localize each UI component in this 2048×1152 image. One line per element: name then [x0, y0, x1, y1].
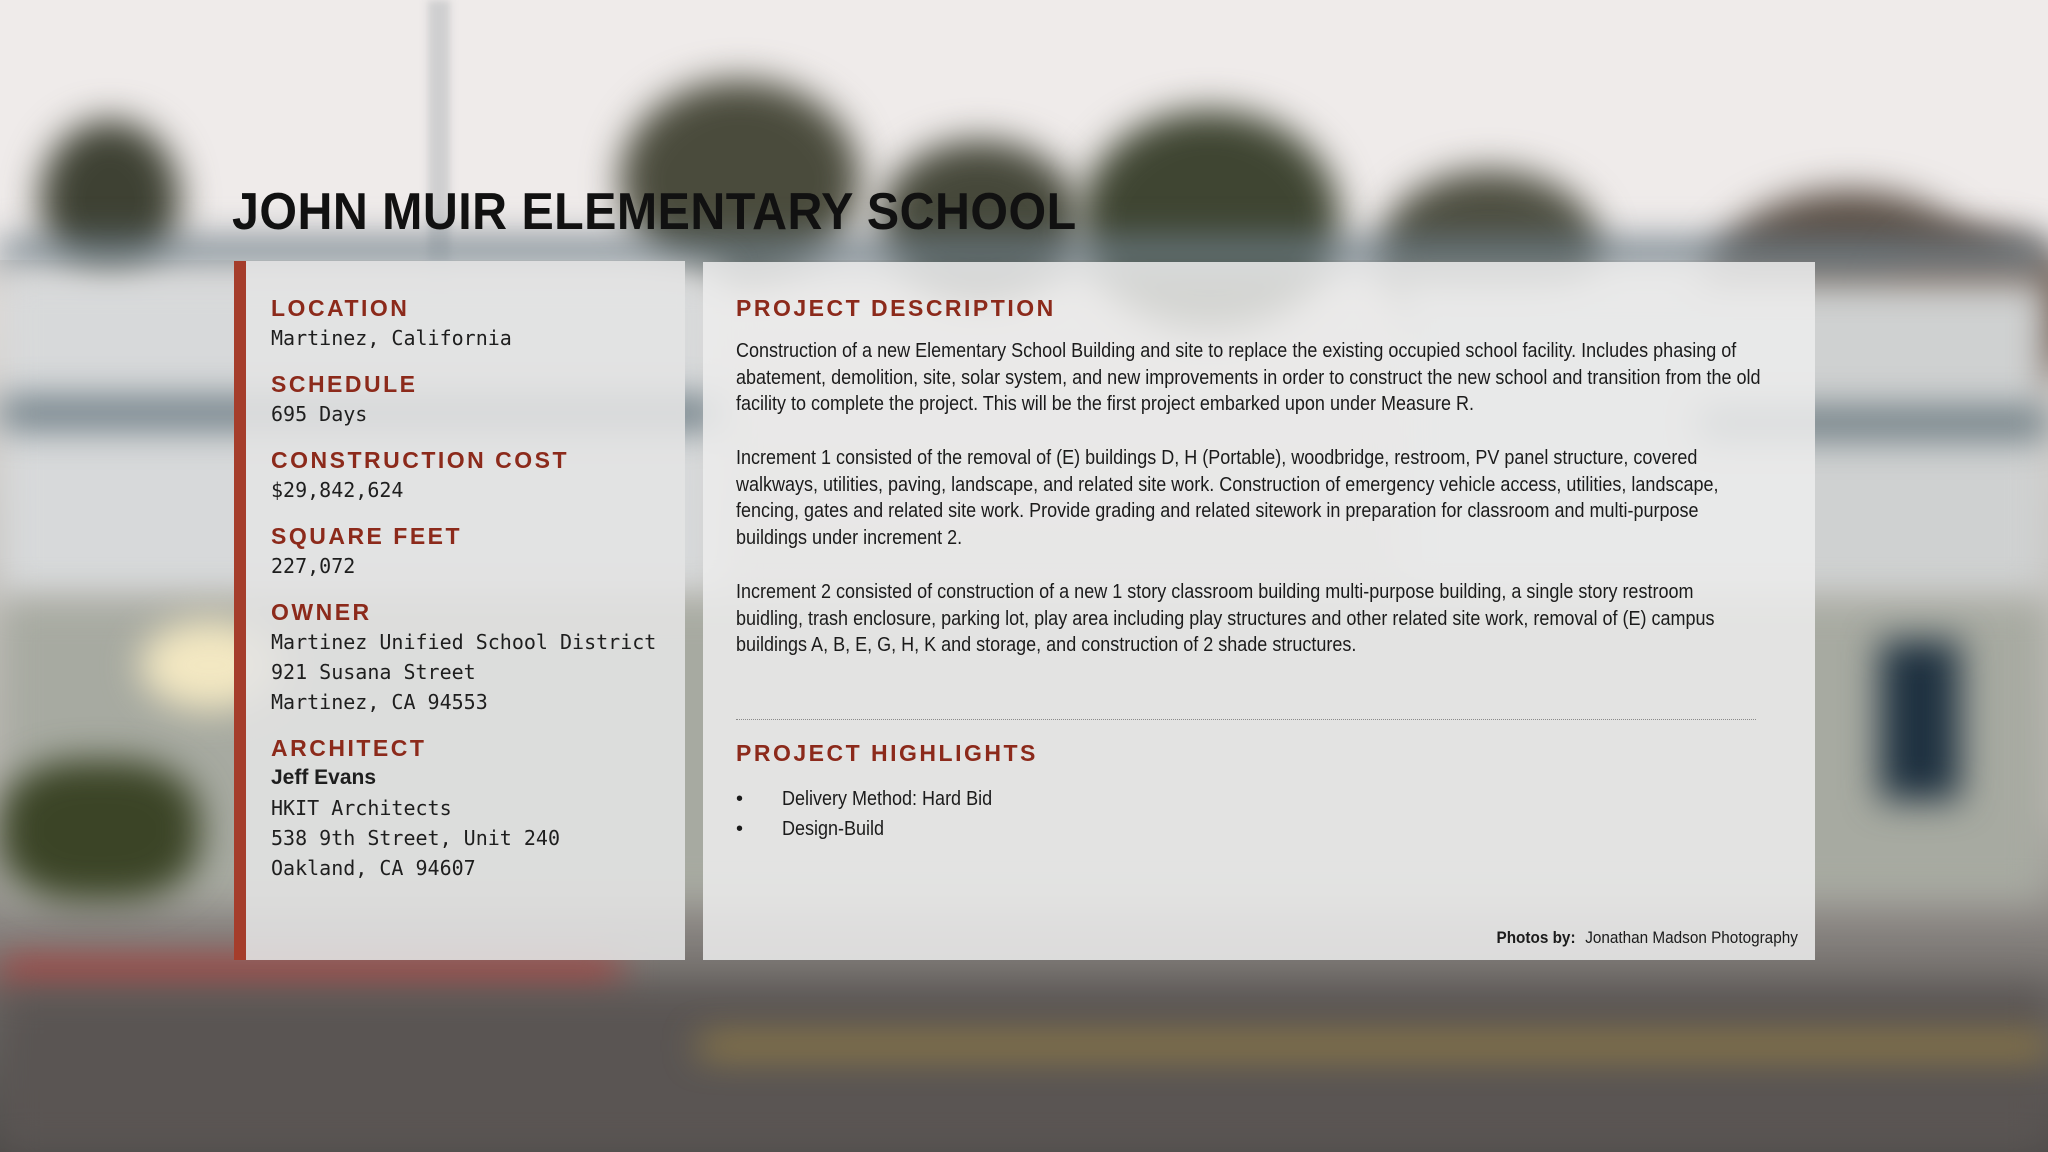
description-paragraph: Increment 2 consisted of construction of a new 1 story classroom building multi-purpose building, a single story restroom buidling, trash enclosure, parking lot, play area including play structures and other related site work, removal of (E) campus buildings A, B, E, G, H, K and storage, and construction of 2 shade structures. — [736, 581, 1715, 657]
architect-line: HKIT Architects — [271, 796, 452, 820]
description-paragraph: Construction of a new Elementary School Building and site to replace the existing occupied school facility. Includes phasing of abatement, demolition, site, solar system, and new improvements in order to construct the new school and transition from the old facility to complete the project. This will be the first project embarked upon under Measure R. — [736, 340, 1761, 416]
description-paragraph: Increment 1 consisted of the removal of (E) buildings D, H (Portable), woodbridge, restroom, PV panel structure, covered walkways, utilities, paving, landscape, and related site work. Construction of emergency vehicle access, utilities, landscape, fencing, gates and related site work. Provide grading and related sitework in preparation for classroom and multi-purpose buildings under increment 2. — [736, 447, 1719, 549]
owner-line: 921 Susana Street — [271, 660, 476, 684]
photo-credit-label: Photos by: — [1496, 928, 1576, 947]
project-info-list — [271, 294, 671, 900]
info-schedule — [271, 370, 671, 428]
owner-line: Martinez Unified School District — [271, 630, 657, 654]
bullet-icon: • — [736, 788, 744, 810]
owner-label: OWNER — [271, 599, 372, 625]
info-architect — [271, 734, 671, 882]
owner-line: Martinez, CA 94553 — [271, 690, 488, 714]
list-item — [736, 784, 1015, 814]
schedule-label: SCHEDULE — [271, 371, 418, 397]
project-description-label: PROJECT DESCRIPTION — [736, 295, 1056, 321]
architect-line: 538 9th Street, Unit 240 — [271, 826, 560, 850]
highlights-list — [736, 784, 1015, 844]
panel-accent-bar — [234, 261, 246, 960]
architect-name: Jeff Evans — [271, 766, 377, 789]
photo-credit — [1497, 928, 1798, 948]
construction-cost-value: $29,842,624 — [271, 478, 404, 502]
project-description-content — [736, 294, 1776, 840]
location-value: Martinez, California — [271, 326, 512, 350]
highlight-text: Delivery Method: Hard Bid — [782, 788, 993, 810]
info-construction-cost — [271, 446, 671, 504]
page-title: JOHN MUIR ELEMENTARY SCHOOL — [232, 183, 1077, 241]
schedule-value: 695 Days — [271, 402, 368, 426]
photo-credit-value: Jonathan Madson Photography — [1585, 928, 1798, 947]
info-square-feet — [271, 522, 671, 580]
square-feet-value: 227,072 — [271, 554, 356, 578]
architect-label: ARCHITECT — [271, 735, 427, 761]
architect-line: Oakland, CA 94607 — [271, 856, 476, 880]
info-owner — [271, 598, 671, 716]
highlight-text: Design-Build — [782, 818, 885, 840]
section-divider — [736, 719, 1756, 720]
square-feet-label: SQUARE FEET — [271, 523, 463, 549]
location-label: LOCATION — [271, 295, 410, 321]
construction-cost-label: CONSTRUCTION COST — [271, 447, 570, 473]
list-item — [736, 814, 1015, 844]
info-location — [271, 294, 671, 352]
bullet-icon: • — [736, 818, 744, 840]
project-highlights-label: PROJECT HIGHLIGHTS — [736, 740, 1038, 766]
